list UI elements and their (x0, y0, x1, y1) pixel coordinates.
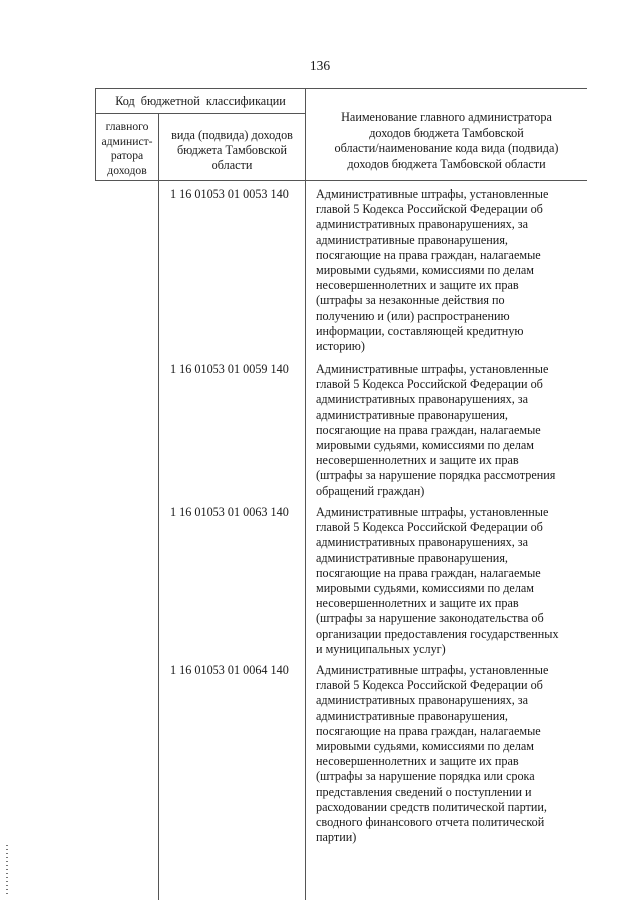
header-group-underline (95, 113, 305, 114)
header-bottom-border (95, 180, 587, 181)
scan-margin-dots (6, 845, 8, 895)
header-group-label: Код бюджетной классификации (115, 94, 286, 108)
row-description: Административные штрафы, установленные главой 5 Кодекса Российской Федерации об административных правонарушениях, за административные правонарушения, посягающие на права граждан, налагаемые мировыми судьями, комиссиями по делам несовершеннолетних и защите их прав (штрафы за незаконные действия по получению и (или) распространению информации, составляющей кредитную историю) (316, 187, 549, 354)
row-code: 1 16 01053 01 0059 140 (170, 362, 289, 376)
header-revenue-kind-code: вида (подвида) доходов бюджета Тамбовской области (171, 128, 293, 172)
row-code: 1 16 01053 01 0063 140 (170, 505, 289, 519)
row-code: 1 16 01053 01 0064 140 (170, 663, 289, 677)
table-divider-main (305, 88, 306, 900)
row-description: Административные штрафы, установленные главой 5 Кодекса Российской Федерации об административных правонарушениях, за административные правонарушения, посягающие на права граждан, налагаемые мировыми судьями, комиссиями по делам несовершеннолетних и защите их прав (штрафы за нарушение порядка или срока представления сведений о поступлении и расходовании средств политической партии, сводного финансового отчета политической партии) (316, 663, 549, 845)
row-description: Административные штрафы, установленные главой 5 Кодекса Российской Федерации об административных правонарушениях, за административные правонарушения, посягающие на права граждан, налагаемые мировыми судьями, комиссиями по делам несовершеннолетних и защите их прав (штрафы за нарушение законодательства об организации предоставления государственных и муниципальных услуг) (316, 505, 559, 656)
row-description: Административные штрафы, установленные главой 5 Кодекса Российской Федерации об административных правонарушениях, за административные правонарушения, посягающие на права граждан, налагаемые мировыми судьями, комиссиями по делам несовершеннолетних и защите их прав (штрафы за нарушение порядка рассмотрения обращений граждан) (316, 362, 556, 498)
row-code: 1 16 01053 01 0053 140 (170, 187, 289, 201)
header-name-column: Наименование главного администратора доходов бюджета Тамбовской области/наименование кода вида (подвида) доходов бюджета Тамбовской области (334, 110, 559, 171)
table-top-border (95, 88, 587, 89)
page-number: 136 (309, 58, 331, 73)
table-divider-codes (158, 113, 159, 900)
header-admin-code: главного админист- ратора доходов (101, 120, 153, 177)
